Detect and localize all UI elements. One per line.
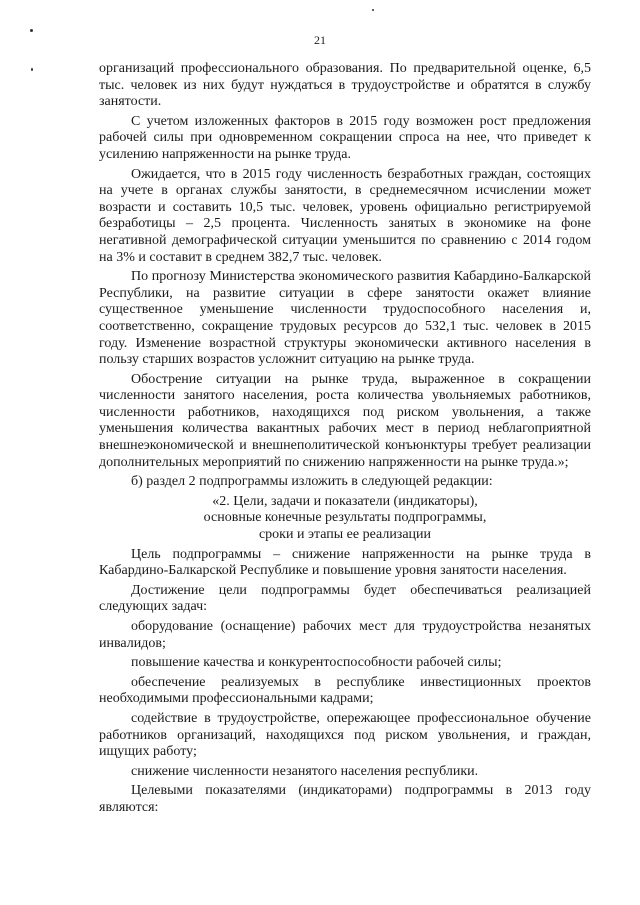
section-heading-line: основные конечные результаты подпрограммы, — [203, 510, 487, 526]
paragraph: С учетом изложенных факторов в 2015 году возможен рост предложения рабочей силы при одновременном сокращении спроса на нее, что приведет к усилению напряженности на рынке труда. — [99, 113, 591, 162]
paragraph: Обострение ситуации на рынке труда, выраженное в сокращении численности занятого населения, роста количества увольняемых работников, численности работников, находящихся под риском увольнения, а также уменьшения количества вакантных рабочих мест в период неблагоприятной внешнеэкономической и внешнеполитической конъюнктуры требует реализации дополнительных мероприятий по снижению напряженности на рынке труда.»; — [99, 371, 591, 470]
scan-speck — [372, 9, 374, 11]
section-heading-line: сроки и этапы ее реализации — [258, 527, 432, 543]
task-item: повышение качества и конкурентоспособности рабочей силы; — [131, 655, 502, 671]
page-number: 21 — [314, 33, 326, 47]
scan-speck — [31, 68, 33, 71]
task-item: обеспечение реализуемых в республике инвестиционных проектов необходимыми профессиональными кадрами; — [99, 674, 591, 707]
section-heading-line: «2. Цели, задачи и показатели (индикаторы), — [212, 493, 478, 509]
scan-speck — [30, 29, 33, 32]
task-item: снижение численности незанятого населения республики. — [131, 763, 479, 779]
task-item: содействие в трудоустройстве, опережающее профессиональное обучение работников организаций, находящихся под риском увольнения, и граждан, ищущих работу; — [99, 710, 591, 760]
paragraph: Целевыми показателями (индикаторами) подпрограммы в 2013 году являются: — [99, 783, 591, 815]
paragraph: организаций профессионального образования. По предварительной оценке, 6,5 тыс. человек из них будут нуждаться в трудоустройстве и обратятся в службу занятости. — [99, 61, 591, 110]
paragraph: Достижение цели подпрограммы будет обеспечиваться реализацией следующих задач: — [99, 582, 591, 615]
paragraph: Цель подпрограммы – снижение напряженности на рынке труда в Кабардино-Балкарской Республике и повышение уровня занятости населения. — [99, 546, 591, 579]
paragraph: По прогнозу Министерства экономического развития Кабардино-Балкарской Республики, на развитие ситуации в сфере занятости окажет влияние существенное уменьшение численности трудоспособного населения и, соответственно, сокращение трудовых ресурсов до 532,1 тыс. человек в 2015 году. Изменение возрастной структуры экономически активного населения в пользу старших возрастов усложнит ситуацию на рынке труда. — [99, 269, 591, 368]
task-item: оборудование (оснащение) рабочих мест для трудоустройства незанятых инвалидов; — [99, 619, 591, 651]
document-body — [99, 61, 591, 820]
paragraph: Ожидается, что в 2015 году численность безработных граждан, состоящих на учете в органах службы занятости, в среднемесячном исчислении может возрасти и составить 10,5 тыс. человек, уровень официально регистрируемой безработицы – 2,5 процента. Численность занятых в экономике на фоне негативной демографической ситуации уменьшится по сравнению с 2014 годом на 3% и составит в среднем 382,7 тыс. человек. — [99, 166, 591, 265]
paragraph: б) раздел 2 подпрограммы изложить в следующей редакции: — [131, 474, 493, 490]
